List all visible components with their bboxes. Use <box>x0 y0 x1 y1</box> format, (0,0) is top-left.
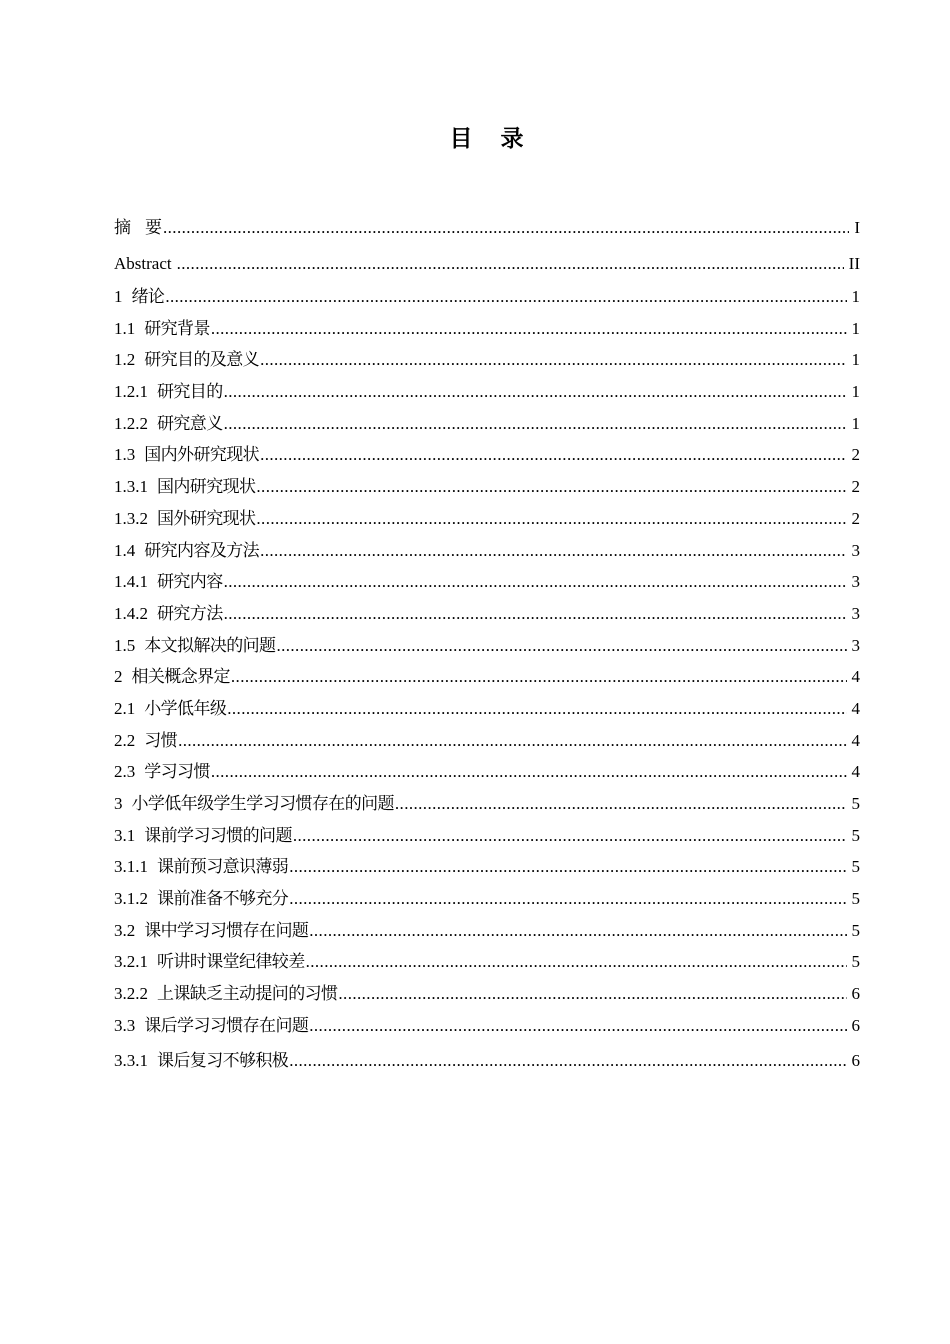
toc-entry-number: 1.2.2 <box>114 413 148 433</box>
toc-entry[interactable] <box>114 313 860 345</box>
toc-entry-page: 1 <box>851 413 860 433</box>
dot-leader <box>289 1045 846 1077</box>
toc-entry-number: 1.2.1 <box>114 382 148 402</box>
toc-entry-page: 3 <box>851 635 860 655</box>
toc-entry-page: 1 <box>851 287 860 306</box>
toc-entry-page: 5 <box>851 889 860 909</box>
toc-entry-label: 课前预习意识薄弱 <box>157 857 289 878</box>
toc-entry[interactable] <box>114 788 860 820</box>
toc-entry-number: 3 <box>114 794 123 813</box>
toc-entry-label: 习惯 <box>144 730 178 751</box>
toc-entry-number: 3.1 <box>114 825 136 845</box>
toc-entry[interactable] <box>114 820 860 852</box>
dot-leader <box>178 725 846 757</box>
toc-entry-page: 4 <box>851 762 860 782</box>
toc-entry-label: 研究方法 <box>157 603 223 624</box>
toc-entry-page: 2 <box>851 508 860 528</box>
toc-entry-page: 2 <box>851 445 860 465</box>
dot-leader <box>256 503 846 535</box>
toc-entry-number: 1.2 <box>114 350 136 370</box>
dot-leader <box>231 661 847 693</box>
toc-entry-label: 课后学习习惯存在问题 <box>144 1015 309 1036</box>
toc-entry-number: 1.3.1 <box>114 477 148 497</box>
toc-entry-label: Abstract <box>114 254 172 273</box>
toc-entry-page: 1 <box>851 318 860 338</box>
toc-entry-page: 2 <box>851 477 860 497</box>
toc-entry[interactable] <box>114 344 860 376</box>
toc-entry-number: 3.2.1 <box>114 952 148 972</box>
toc-entry-label: 听讲时课堂纪律较差 <box>157 952 305 973</box>
toc-entry-abstract-en[interactable] <box>114 248 860 281</box>
toc-entry-label: 本文拟解决的问题 <box>144 635 276 656</box>
dot-leader <box>289 851 846 883</box>
dot-leader <box>256 471 846 503</box>
toc-entry-label: 上课缺乏主动提问的习惯 <box>157 984 338 1005</box>
toc-entry-number: 1.3.2 <box>114 508 148 528</box>
toc-entry[interactable] <box>114 661 860 693</box>
dot-leader <box>276 630 846 662</box>
toc-entry-label: 国外研究现状 <box>157 508 256 529</box>
dot-leader <box>211 756 847 788</box>
toc-entry-label: 课中学习习惯存在问题 <box>144 920 309 941</box>
toc-entry[interactable] <box>114 915 860 947</box>
toc-entry[interactable] <box>114 376 860 408</box>
toc-entry-number: 3.3 <box>114 1015 136 1035</box>
toc-entry-page: 4 <box>851 667 860 687</box>
toc-entry-label: 研究背景 <box>144 318 210 339</box>
toc-entry-number: 2 <box>114 667 123 687</box>
toc-entry-number: 1.3 <box>114 445 136 465</box>
toc-entry-page: 3 <box>851 572 860 592</box>
dot-leader <box>260 344 846 376</box>
dot-leader <box>177 248 844 280</box>
toc-entry-label: 小学低年级 <box>144 698 227 719</box>
toc-entry[interactable] <box>114 503 860 535</box>
dot-leader <box>224 376 847 408</box>
toc-entry-page: 5 <box>851 857 860 877</box>
dot-leader <box>224 566 847 598</box>
toc-entry[interactable] <box>114 851 860 883</box>
toc-entry-page: 6 <box>851 1050 860 1070</box>
toc-entry-label: 研究意义 <box>157 413 223 434</box>
toc-entry[interactable] <box>114 756 860 788</box>
dot-leader <box>338 978 846 1010</box>
toc-entry-number: 1 <box>114 287 123 306</box>
dot-leader <box>289 883 846 915</box>
toc-entry-page: 1 <box>851 350 860 370</box>
toc-entry-number: 1.4 <box>114 540 136 560</box>
toc-entry[interactable] <box>114 630 860 662</box>
toc-entry-label: 摘 要 <box>114 218 162 238</box>
toc-entry-label: 国内外研究现状 <box>144 445 260 466</box>
toc-entry-number: 3.2 <box>114 920 136 940</box>
toc-entry-label: 绪论 <box>131 287 165 307</box>
dot-leader <box>293 820 847 852</box>
toc-entry[interactable] <box>114 978 860 1010</box>
toc-entry[interactable] <box>114 535 860 567</box>
toc-title-char-1: 目 <box>449 126 475 152</box>
toc-entry-label: 研究内容 <box>157 572 223 593</box>
toc-entry[interactable] <box>114 1045 860 1077</box>
toc-entry[interactable] <box>114 408 860 440</box>
toc-entry-number: 3.3.1 <box>114 1050 148 1070</box>
toc-entry-page: II <box>848 254 860 273</box>
toc-entry-label: 学习习惯 <box>144 762 210 783</box>
toc-entry-page: I <box>854 218 860 237</box>
toc-entry-page: 5 <box>851 794 860 813</box>
dot-leader <box>309 1010 846 1042</box>
toc-title <box>0 120 950 153</box>
dot-leader <box>306 946 847 978</box>
toc-entry-label: 相关概念界定 <box>131 667 230 688</box>
toc-entry-page: 3 <box>851 603 860 623</box>
dot-leader <box>260 439 846 471</box>
toc-entry[interactable] <box>114 439 860 471</box>
toc-entry-number: 2.3 <box>114 762 136 782</box>
toc-entry-page: 5 <box>851 952 860 972</box>
dot-leader <box>309 915 846 947</box>
toc-entry-page: 5 <box>851 920 860 940</box>
toc-entry[interactable] <box>114 281 860 313</box>
dot-leader <box>260 535 846 567</box>
toc-entry-page: 3 <box>851 540 860 560</box>
toc-entry-page: 4 <box>851 698 860 718</box>
toc-entry-label: 研究内容及方法 <box>144 540 260 561</box>
toc-entry-number: 3.1.2 <box>114 889 148 909</box>
toc-entry-label: 研究目的及意义 <box>144 350 260 371</box>
toc-title-char-2: 录 <box>500 126 526 152</box>
toc-entry[interactable] <box>114 883 860 915</box>
toc-entry-number: 1.1 <box>114 318 136 338</box>
toc-entry-page: 4 <box>851 730 860 750</box>
toc-entry-label: 小学低年级学生学习习惯存在的问题 <box>131 794 394 814</box>
dot-leader <box>211 313 847 345</box>
toc-entry[interactable] <box>114 1010 860 1042</box>
toc-entry-number: 2.1 <box>114 698 136 718</box>
toc-entry-label: 课前学习习惯的问题 <box>144 825 292 846</box>
toc-entry-label: 研究目的 <box>157 382 223 403</box>
toc-entry-abstract-cn[interactable] <box>114 212 860 248</box>
toc-entry[interactable] <box>114 693 860 725</box>
dot-leader <box>224 408 847 440</box>
toc-entry-number: 1.4.1 <box>114 572 148 592</box>
toc-entry-number: 3.2.2 <box>114 984 148 1004</box>
toc-entry[interactable] <box>114 725 860 757</box>
dot-leader <box>165 281 846 313</box>
dot-leader <box>224 598 847 630</box>
dot-leader <box>227 693 846 725</box>
toc-entry-number: 3.1.1 <box>114 857 148 877</box>
toc-entry-number: 1.4.2 <box>114 603 148 623</box>
toc-entry-page: 6 <box>851 1015 860 1035</box>
toc-entry-label: 国内研究现状 <box>157 477 256 498</box>
toc-entry-label: 课前准备不够充分 <box>157 889 289 910</box>
toc-entry[interactable] <box>114 946 860 978</box>
toc-entry-label: 课后复习不够积极 <box>157 1050 289 1071</box>
toc-entry[interactable] <box>114 598 860 630</box>
toc-entry[interactable] <box>114 566 860 598</box>
toc-entry-number: 2.2 <box>114 730 136 750</box>
toc-entry-page: 5 <box>851 825 860 845</box>
toc-entry-number: 1.5 <box>114 635 136 655</box>
dot-leader <box>395 788 847 820</box>
dot-leader <box>163 212 849 244</box>
toc-entry[interactable] <box>114 471 860 503</box>
toc-entry-page: 1 <box>851 382 860 402</box>
table-of-contents <box>114 212 860 1076</box>
toc-entry-page: 6 <box>851 984 860 1004</box>
